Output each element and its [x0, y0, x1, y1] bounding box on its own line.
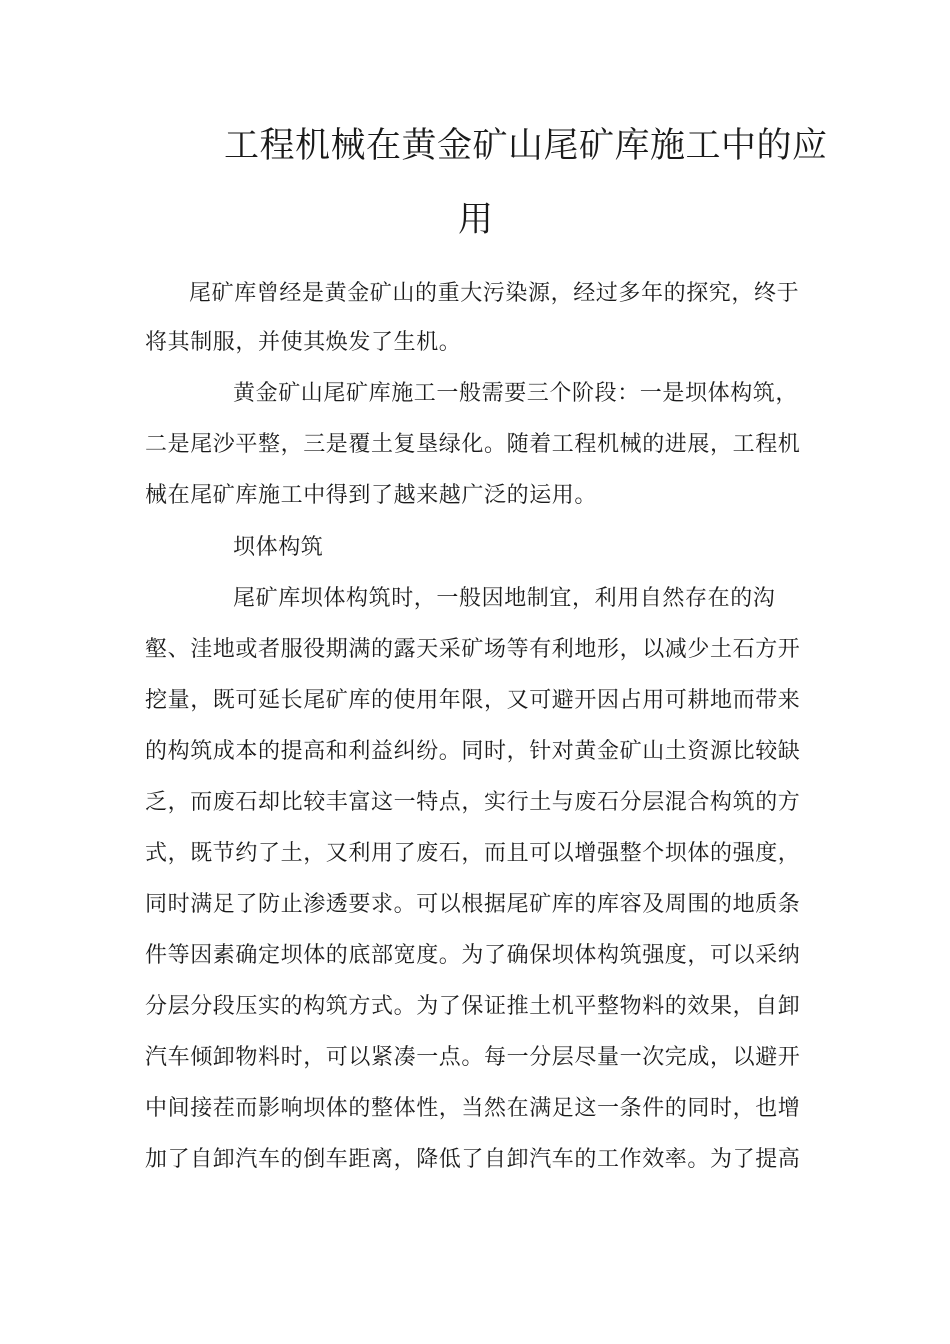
paragraph-4-line-4: 的构筑成本的提高和利益纠纷。同时，针对黄金矿山土资源比较缺	[145, 739, 801, 764]
paragraph-4-line-1: 尾矿库坝体构筑时，一般因地制宜，利用自然存在的沟	[233, 586, 776, 611]
paragraph-4-line-12: 加了自卸汽车的倒车距离，降低了自卸汽车的工作效率。为了提高	[145, 1147, 801, 1172]
section-heading: 坝体构筑	[233, 535, 324, 560]
paragraph-2-line-3: 械在尾矿库施工中得到了越来越广泛的运用。	[145, 483, 598, 508]
paragraph-4-line-10: 汽车倾卸物料时，可以紧凑一点。每一分层尽量一次完成，以避开	[145, 1045, 801, 1070]
document-title-line-2: 用	[458, 200, 494, 240]
paragraph-1-line-2: 将其制服，并使其焕发了生机。	[145, 330, 462, 355]
paragraph-4-line-8: 件等因素确定坝体的底部宽度。为了确保坝体构筑强度，可以采纳	[145, 943, 801, 968]
paragraph-4-line-3: 挖量，既可延长尾矿库的使用年限，又可避开因占用可耕地而带来	[145, 688, 801, 713]
paragraph-2-line-1: 黄金矿山尾矿库施工一般需要三个阶段：一是坝体构筑，	[233, 381, 799, 406]
paragraph-1-line-1: 尾矿库曾经是黄金矿山的重大污染源，经过多年的探究，终于	[189, 281, 800, 306]
paragraph-4-line-2: 壑、洼地或者服役期满的露天采矿场等有利地形，以减少土石方开	[145, 637, 801, 662]
paragraph-2-line-2: 二是尾沙平整，三是覆土复垦绿化。随着工程机械的进展，工程机	[145, 432, 801, 457]
paragraph-4-line-6: 式，既节约了土，又利用了废石，而且可以增强整个坝体的强度，	[145, 841, 801, 866]
paragraph-4-line-9: 分层分段压实的构筑方式。为了保证推土机平整物料的效果，自卸	[145, 994, 801, 1019]
paragraph-4-line-11: 中间接茬而影响坝体的整体性，当然在满足这一条件的同时，也增	[145, 1096, 801, 1121]
paragraph-4-line-7: 同时满足了防止渗透要求。可以根据尾矿库的库容及周围的地质条	[145, 892, 801, 917]
paragraph-4-line-5: 乏，而废石却比较丰富这一特点，实行土与废石分层混合构筑的方	[145, 790, 801, 815]
document-title-line-1: 工程机械在黄金矿山尾矿库施工中的应	[224, 126, 828, 166]
